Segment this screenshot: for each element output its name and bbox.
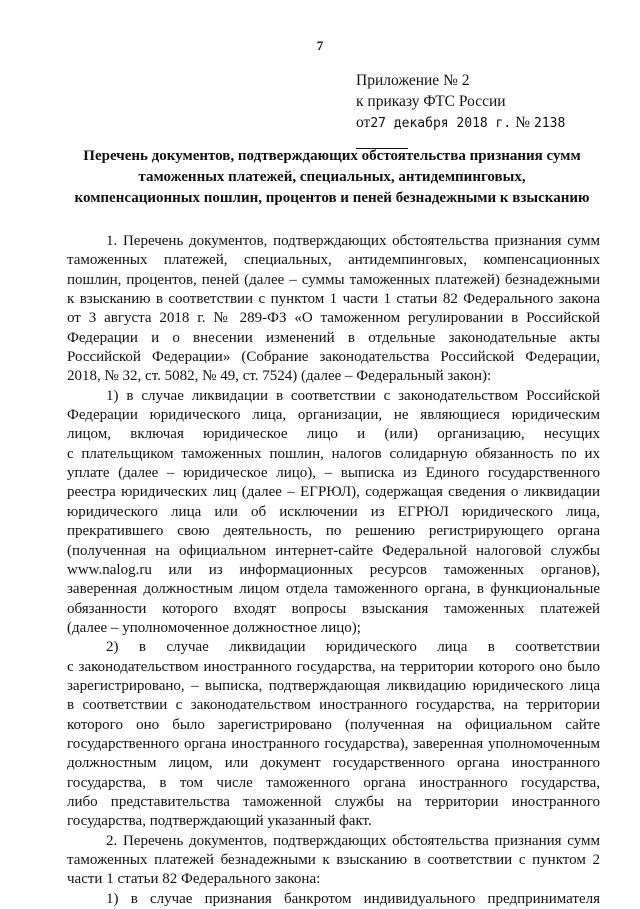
- annex-title: Приложение № 2: [356, 72, 470, 89]
- paragraph-line: пошлин, процентов, пеней (далее – суммы таможенных платежей) безнадежными: [67, 271, 600, 288]
- paragraph-line: (полученная на официальном интернет-сайте Федеральной налоговой службы: [67, 542, 600, 559]
- paragraph-line: либо представительства таможенной службы на территории иностранного: [67, 793, 600, 810]
- paragraph-line: части 1 статьи 82 Федерального закона:: [67, 871, 321, 888]
- paragraph-line: с законодательством иностранного государства, на территории которого оно было: [67, 658, 600, 675]
- paragraph-line: в соответствии с законодательством иностранного государства, на территории: [67, 697, 600, 714]
- paragraph-line: (далее – уполномоченное должностное лицо);: [67, 619, 361, 636]
- title-line: компенсационных пошлин, процентов и пеней безнадежными к взысканию: [74, 190, 590, 206]
- paragraph-line: таможенных платежей, специальных, антидемпинговых, компенсационных: [67, 252, 600, 269]
- paragraph-line: государства, в том числе таможенного органа иностранного государства,: [67, 774, 600, 791]
- paragraph-line: зарегистрировано, – выписка, подтверждающая ликвидацию юридического лица: [67, 677, 600, 694]
- document-title: [64, 146, 600, 209]
- annex-number-label: №: [515, 114, 531, 131]
- paragraph-line: www.nalog.ru или из информационных ресурсов таможенных органов),: [67, 561, 600, 578]
- paragraph-line: реестра юридических лиц (далее – ЕГРЮЛ), содержащая сведения о ликвидации: [67, 484, 600, 501]
- paragraph-line: Федерации и о внесении изменений в отдельные законодательные акты: [67, 329, 600, 346]
- paragraph-line: 2. Перечень документов, подтверждающих обстоятельства признания сумм: [106, 832, 600, 849]
- title-line: Перечень документов, подтверждающих обстоятельства признания сумм: [83, 148, 581, 164]
- paragraph-line: 1) в случае ликвидации в соответствии с законодательством Российской: [106, 387, 600, 404]
- paragraph-line: лицом, включая юридическое лицо и (или) организацию, несущих: [67, 426, 600, 443]
- paragraph-line: с плательщиком таможенных пошлин, налогов солидарную обязанность по их: [67, 445, 600, 462]
- paragraph-line: должностным лицом, или документ государственного органа иностранного: [67, 755, 600, 772]
- title-line: таможенных платежей, специальных, антидемпинговых,: [138, 169, 526, 185]
- paragraph-line: таможенных платежей безнадежными к взысканию в соответствии с пунктом 2: [67, 852, 600, 868]
- annex-header: [356, 70, 606, 155]
- paragraph-line: 2) в случае ликвидации юридического лица в соответствии: [106, 639, 600, 656]
- paragraph-line: Российской Федерации» (Собрание законодательства Российской Федерации,: [67, 349, 600, 366]
- annex-to-order: к приказу ФТС России: [356, 93, 506, 110]
- paragraph-line: к взысканию в соответствии с пунктом 1 части 1 статьи 82 Федерального закона: [67, 291, 600, 308]
- annex-order-date: 27 декабря 2018 г.: [370, 116, 512, 131]
- paragraph-line: от 3 августа 2018 г. № 289-ФЗ «О таможенном регулировании в Российской: [67, 310, 600, 327]
- paragraph-line: которого оно было зарегистрировано (полученная на официальном сайте: [67, 716, 600, 733]
- paragraph-line: государства, подтверждающий указанный факт.: [67, 813, 372, 830]
- paragraph-line: обязанности которого входят вопросы взыскания таможенных платежей: [67, 600, 600, 617]
- paragraph-line: заверенная должностным лицом отдела таможенного органа, в функциональные: [67, 581, 600, 598]
- paragraph-line: 1. Перечень документов, подтверждающих обстоятельства признания сумм: [106, 233, 600, 249]
- paragraph-line: юридического лица или об исключении из ЕГРЮЛ юридического лица,: [67, 503, 600, 520]
- paragraph-line: уплате (далее – юридическое лицо), – выписка из Единого государственного: [67, 465, 600, 482]
- paragraph-line: прекратившего свою деятельность, по решению регистрирующего органа: [67, 523, 600, 540]
- page-number: 7: [316, 38, 324, 53]
- paragraph-line: государственного органа иностранного государства), заверенная уполномоченным: [67, 735, 600, 752]
- annex-order-number: 2138: [534, 116, 566, 131]
- paragraph-line: Федерации юридического лица, организации, не являющиеся юридическим: [67, 407, 600, 424]
- document-body: [67, 232, 600, 909]
- paragraph-line: 2018, № 32, ст. 5082, № 49, ст. 7524) (далее – Федеральный закон):: [67, 368, 492, 385]
- annex-date-prefix: от: [356, 114, 371, 131]
- paragraph-line: 1) в случае признания банкротом индивидуального предпринимателя: [106, 890, 600, 907]
